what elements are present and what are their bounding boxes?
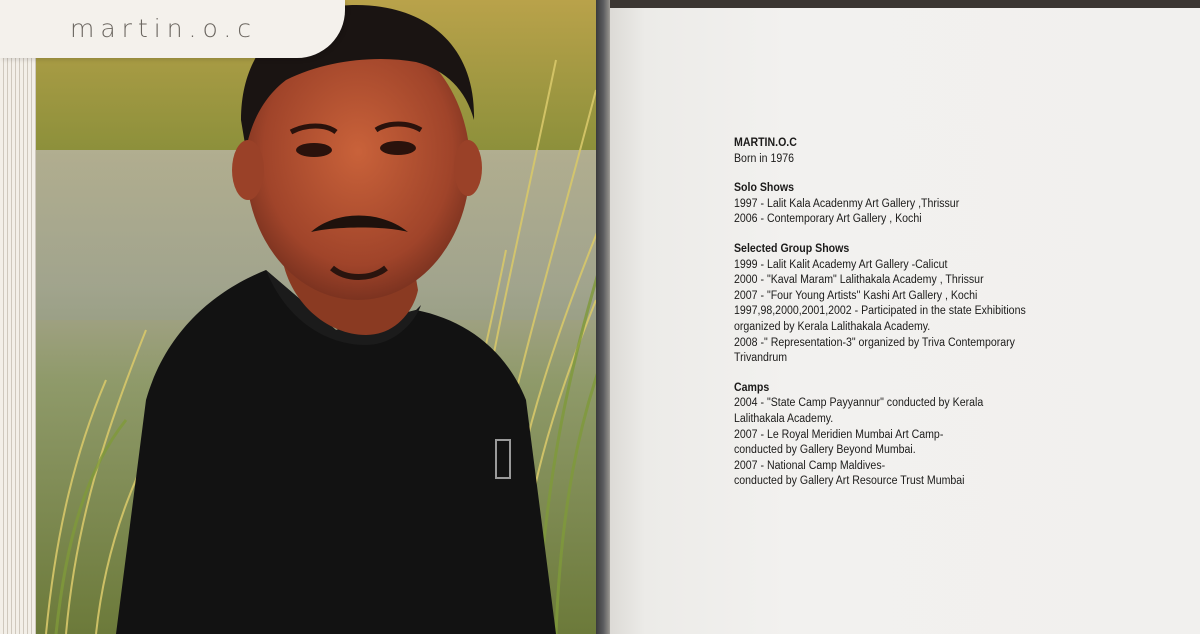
- portrait-photo: [36, 0, 602, 634]
- list-item: 2006 - Contemporary Art Gallery , Kochi: [734, 213, 922, 226]
- list-item: 2004 - "State Camp Payyannur" conducted by Kerala: [734, 397, 984, 410]
- title-tab: [0, 0, 345, 58]
- artist-bio: [734, 136, 1139, 490]
- list-item: Lalithakala Academy.: [734, 412, 834, 425]
- artist-name-title: martin.o.c: [70, 14, 258, 43]
- list-item: 1997 - Lalit Kala Acadenmy Art Gallery ,Thrissur: [734, 197, 960, 210]
- list-item: 2007 - "Four Young Artists" Kashi Art Gallery , Kochi: [734, 289, 978, 302]
- list-item: 2007 - Le Royal Meridien Mumbai Art Camp-: [734, 428, 944, 441]
- right-page: [610, 8, 1200, 634]
- list-item: conducted by Gallery Beyond Mumbai.: [734, 444, 916, 457]
- list-item: 2000 - "Kaval Maram" Lalithakala Academy , Thrissur: [734, 274, 984, 287]
- list-item: 2008 -" Representation-3" organized by Triva Contemporary: [734, 336, 1015, 349]
- camps-heading: Camps: [734, 381, 770, 394]
- list-item: conducted by Gallery Art Resource Trust Mumbai: [734, 475, 965, 488]
- page-edges: [0, 55, 38, 634]
- group-shows-heading: Selected Group Shows: [734, 242, 850, 255]
- list-item: 1999 - Lalit Kalit Academy Art Gallery -Calicut: [734, 258, 948, 271]
- artist-name: MARTIN.O.C: [734, 137, 797, 149]
- list-item: 2007 - National Camp Maldives-: [734, 459, 886, 472]
- list-item: Trivandrum: [734, 352, 788, 365]
- birth-year: Born in 1976: [734, 152, 795, 165]
- solo-shows-heading: Solo Shows: [734, 182, 794, 195]
- list-item: organized by Kerala Lalithakala Academy.: [734, 320, 931, 333]
- list-item: 1997,98,2000,2001,2002 - Participated in the state Exhibitions: [734, 305, 1026, 318]
